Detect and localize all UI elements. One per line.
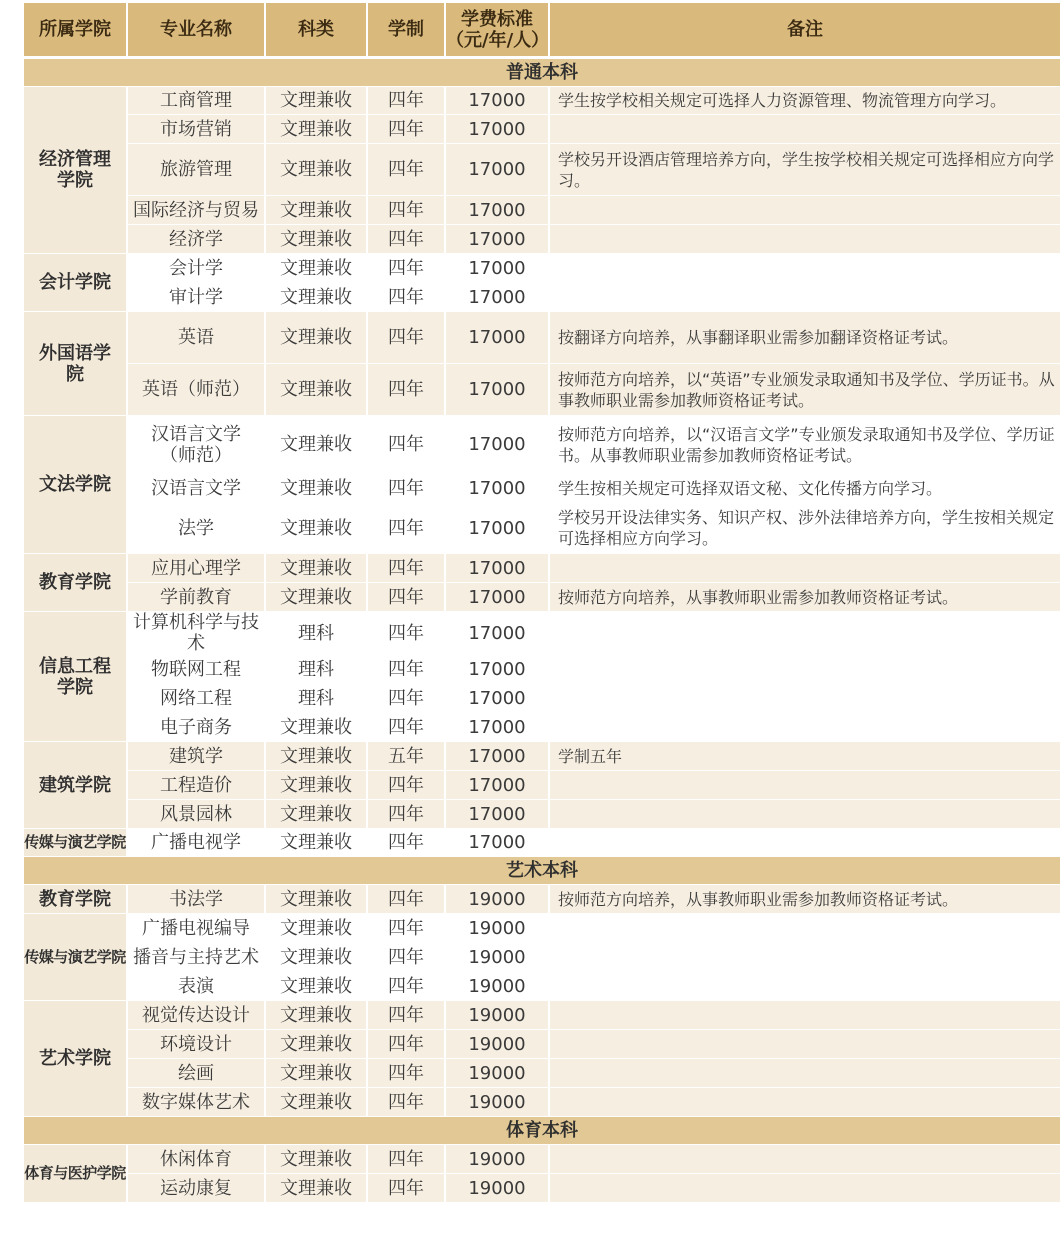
category: 文理兼收 — [266, 742, 368, 771]
table-row — [24, 312, 1060, 364]
college-name: 艺术学院 — [24, 1001, 128, 1117]
category: 理科 — [266, 655, 368, 684]
category: 理科 — [266, 612, 368, 655]
note — [550, 612, 1060, 655]
table-row — [24, 914, 1060, 943]
note: 学制五年 — [550, 742, 1060, 771]
fee: 19000 — [446, 1059, 550, 1088]
college-group — [24, 87, 1060, 254]
table-row — [24, 1088, 1060, 1117]
college-name: 教育学院 — [24, 885, 128, 914]
college-group — [24, 1145, 1060, 1203]
note — [550, 196, 1060, 225]
category: 文理兼收 — [266, 829, 368, 857]
table-row — [24, 943, 1060, 972]
table-row — [24, 713, 1060, 742]
major-name: 广播电视学 — [128, 829, 266, 857]
major-name: 电子商务 — [128, 713, 266, 742]
major-name: 应用心理学 — [128, 554, 266, 583]
note — [550, 1001, 1060, 1030]
fee: 17000 — [446, 254, 550, 283]
fee: 17000 — [446, 612, 550, 655]
category: 文理兼收 — [266, 972, 368, 1001]
note — [550, 800, 1060, 829]
category: 文理兼收 — [266, 225, 368, 254]
table-row — [24, 1030, 1060, 1059]
college-group — [24, 914, 1060, 1001]
years: 五年 — [368, 742, 446, 771]
major-name: 物联网工程 — [128, 655, 266, 684]
college-group — [24, 312, 1060, 416]
category: 文理兼收 — [266, 713, 368, 742]
major-name: 旅游管理 — [128, 144, 266, 196]
category: 文理兼收 — [266, 364, 368, 416]
note: 学校另开设法律实务、知识产权、涉外法律培养方向，学生按相关规定可选择相应方向学习。 — [550, 503, 1060, 554]
section-title: 体育本科 — [24, 1117, 1060, 1145]
fee: 19000 — [446, 943, 550, 972]
table-row — [24, 196, 1060, 225]
fee: 19000 — [446, 1001, 550, 1030]
note — [550, 684, 1060, 713]
years: 四年 — [368, 713, 446, 742]
years: 四年 — [368, 364, 446, 416]
fee: 17000 — [446, 144, 550, 196]
college-name: 信息工程学院 — [24, 612, 128, 742]
major-name: 运动康复 — [128, 1174, 266, 1203]
category: 文理兼收 — [266, 416, 368, 474]
table-row — [24, 144, 1060, 196]
table-row — [24, 583, 1060, 612]
major-name: 数字媒体艺术 — [128, 1088, 266, 1117]
major-name: 法学 — [128, 503, 266, 554]
header-fee — [446, 3, 550, 59]
note — [550, 225, 1060, 254]
major-name: 会计学 — [128, 254, 266, 283]
major-name: 休闲体育 — [128, 1145, 266, 1174]
header-fee-line2: （元/年/人） — [446, 29, 550, 51]
college-name: 传媒与演艺学院 — [24, 829, 128, 857]
category: 文理兼收 — [266, 1001, 368, 1030]
college-name: 文法学院 — [24, 416, 128, 554]
fee: 17000 — [446, 655, 550, 684]
category: 文理兼收 — [266, 1174, 368, 1203]
note — [550, 554, 1060, 583]
note — [550, 1059, 1060, 1088]
major-name: 国际经济与贸易 — [128, 196, 266, 225]
college-name: 体育与医护学院 — [24, 1145, 128, 1203]
category: 文理兼收 — [266, 1059, 368, 1088]
note — [550, 283, 1060, 312]
years: 四年 — [368, 225, 446, 254]
header-major: 专业名称 — [128, 3, 266, 59]
fee: 17000 — [446, 87, 550, 115]
table-row — [24, 364, 1060, 416]
table-row — [24, 800, 1060, 829]
major-name: 英语（师范） — [128, 364, 266, 416]
note: 学生按学校相关规定可选择人力资源管理、物流管理方向学习。 — [550, 87, 1060, 115]
fee: 17000 — [446, 829, 550, 857]
years: 四年 — [368, 1030, 446, 1059]
years: 四年 — [368, 829, 446, 857]
years: 四年 — [368, 684, 446, 713]
years: 四年 — [368, 943, 446, 972]
college-name: 经济管理学院 — [24, 87, 128, 254]
fee: 17000 — [446, 684, 550, 713]
years: 四年 — [368, 1001, 446, 1030]
category: 文理兼收 — [266, 1030, 368, 1059]
table-row — [24, 1001, 1060, 1030]
fee: 19000 — [446, 1145, 550, 1174]
table-row — [24, 742, 1060, 771]
fee: 17000 — [446, 225, 550, 254]
major-name: 广播电视编导 — [128, 914, 266, 943]
fee: 17000 — [446, 115, 550, 144]
years: 四年 — [368, 1145, 446, 1174]
major-name: 审计学 — [128, 283, 266, 312]
table-row — [24, 474, 1060, 503]
tuition-table-wrapper — [24, 3, 1060, 1203]
note — [550, 254, 1060, 283]
note: 按师范方向培养，以“英语”专业颁发录取通知书及学位、学历证书。从事教师职业需参加教师资格证考试。 — [550, 364, 1060, 416]
category: 文理兼收 — [266, 503, 368, 554]
section-title: 普通本科 — [24, 59, 1060, 87]
category: 文理兼收 — [266, 312, 368, 364]
fee: 19000 — [446, 1030, 550, 1059]
note: 学生按相关规定可选择双语文秘、文化传播方向学习。 — [550, 474, 1060, 503]
years: 四年 — [368, 972, 446, 1001]
table-row — [24, 416, 1060, 474]
header-years: 学制 — [368, 3, 446, 59]
major-name: 计算机科学与技术 — [128, 612, 266, 655]
category: 文理兼收 — [266, 254, 368, 283]
years: 四年 — [368, 312, 446, 364]
college-group — [24, 612, 1060, 742]
category: 文理兼收 — [266, 115, 368, 144]
years: 四年 — [368, 254, 446, 283]
category: 文理兼收 — [266, 144, 368, 196]
major-name: 学前教育 — [128, 583, 266, 612]
fee: 19000 — [446, 885, 550, 914]
major-name: 市场营销 — [128, 115, 266, 144]
college-name: 建筑学院 — [24, 742, 128, 829]
years: 四年 — [368, 87, 446, 115]
table-row — [24, 1145, 1060, 1174]
note: 按师范方向培养，从事教师职业需参加教师资格证考试。 — [550, 885, 1060, 914]
category: 文理兼收 — [266, 583, 368, 612]
major-name: 网络工程 — [128, 684, 266, 713]
years: 四年 — [368, 800, 446, 829]
header-fee-line1: 学费标准 — [461, 8, 533, 30]
years: 四年 — [368, 1059, 446, 1088]
fee: 17000 — [446, 800, 550, 829]
header-category: 科类 — [266, 3, 368, 59]
section-title: 艺术本科 — [24, 857, 1060, 885]
college-group — [24, 885, 1060, 914]
college-group — [24, 554, 1060, 612]
table-row — [24, 1059, 1060, 1088]
years: 四年 — [368, 1088, 446, 1117]
fee: 17000 — [446, 196, 550, 225]
note: 按师范方向培养，以“汉语言文学”专业颁发录取通知书及学位、学历证书。从事教师职业需参加教师资格证考试。 — [550, 416, 1060, 474]
major-name: 经济学 — [128, 225, 266, 254]
college-group — [24, 742, 1060, 829]
fee: 17000 — [446, 474, 550, 503]
category: 理科 — [266, 684, 368, 713]
category: 文理兼收 — [266, 554, 368, 583]
major-name: 绘画 — [128, 1059, 266, 1088]
college-group — [24, 416, 1060, 554]
fee: 17000 — [446, 742, 550, 771]
table-header — [24, 3, 1060, 59]
tuition-table — [24, 3, 1060, 1203]
category: 文理兼收 — [266, 885, 368, 914]
fee: 17000 — [446, 312, 550, 364]
note — [550, 115, 1060, 144]
college-name: 会计学院 — [24, 254, 128, 312]
major-name: 建筑学 — [128, 742, 266, 771]
table-row — [24, 225, 1060, 254]
note — [550, 1088, 1060, 1117]
category: 文理兼收 — [266, 1088, 368, 1117]
note — [550, 943, 1060, 972]
years: 四年 — [368, 612, 446, 655]
table-row — [24, 655, 1060, 684]
table-row — [24, 1174, 1060, 1203]
fee: 17000 — [446, 554, 550, 583]
fee: 17000 — [446, 283, 550, 312]
fee: 19000 — [446, 972, 550, 1001]
college-group — [24, 254, 1060, 312]
table-row — [24, 829, 1060, 857]
major-name: 工商管理 — [128, 87, 266, 115]
major-name: 汉语言文学（师范） — [128, 416, 266, 474]
category: 文理兼收 — [266, 943, 368, 972]
major-name: 视觉传达设计 — [128, 1001, 266, 1030]
fee: 17000 — [446, 416, 550, 474]
fee: 17000 — [446, 771, 550, 800]
major-name: 工程造价 — [128, 771, 266, 800]
section-header — [24, 857, 1060, 885]
fee: 17000 — [446, 713, 550, 742]
note — [550, 771, 1060, 800]
note — [550, 1145, 1060, 1174]
category: 文理兼收 — [266, 196, 368, 225]
college-name: 外国语学院 — [24, 312, 128, 416]
note — [550, 1174, 1060, 1203]
table-row — [24, 503, 1060, 554]
fee: 19000 — [446, 1174, 550, 1203]
table-row — [24, 612, 1060, 655]
years: 四年 — [368, 474, 446, 503]
header-note: 备注 — [550, 3, 1060, 59]
section-header — [24, 1117, 1060, 1145]
table-row — [24, 87, 1060, 115]
note — [550, 829, 1060, 857]
table-row — [24, 554, 1060, 583]
major-name: 表演 — [128, 972, 266, 1001]
college-group — [24, 1001, 1060, 1117]
major-name: 播音与主持艺术 — [128, 943, 266, 972]
years: 四年 — [368, 914, 446, 943]
table-row — [24, 885, 1060, 914]
fee: 17000 — [446, 364, 550, 416]
years: 四年 — [368, 771, 446, 800]
fee: 19000 — [446, 914, 550, 943]
years: 四年 — [368, 283, 446, 312]
category: 文理兼收 — [266, 1145, 368, 1174]
note — [550, 914, 1060, 943]
major-name: 英语 — [128, 312, 266, 364]
table-row — [24, 771, 1060, 800]
category: 文理兼收 — [266, 771, 368, 800]
note: 按翻译方向培养，从事翻译职业需参加翻译资格证考试。 — [550, 312, 1060, 364]
major-name: 环境设计 — [128, 1030, 266, 1059]
years: 四年 — [368, 196, 446, 225]
fee: 17000 — [446, 583, 550, 612]
years: 四年 — [368, 115, 446, 144]
category: 文理兼收 — [266, 474, 368, 503]
years: 四年 — [368, 1174, 446, 1203]
note — [550, 972, 1060, 1001]
fee: 17000 — [446, 503, 550, 554]
note — [550, 1030, 1060, 1059]
table-row — [24, 283, 1060, 312]
years: 四年 — [368, 144, 446, 196]
years: 四年 — [368, 583, 446, 612]
years: 四年 — [368, 554, 446, 583]
table-row — [24, 684, 1060, 713]
college-name: 教育学院 — [24, 554, 128, 612]
note — [550, 713, 1060, 742]
note — [550, 655, 1060, 684]
note: 学校另开设酒店管理培养方向，学生按学校相关规定可选择相应方向学习。 — [550, 144, 1060, 196]
years: 四年 — [368, 885, 446, 914]
fee: 19000 — [446, 1088, 550, 1117]
table-row — [24, 115, 1060, 144]
years: 四年 — [368, 655, 446, 684]
section-header — [24, 59, 1060, 87]
header-college: 所属学院 — [24, 3, 128, 59]
category: 文理兼收 — [266, 283, 368, 312]
years: 四年 — [368, 416, 446, 474]
college-group — [24, 829, 1060, 857]
years: 四年 — [368, 503, 446, 554]
major-name: 书法学 — [128, 885, 266, 914]
major-name: 汉语言文学 — [128, 474, 266, 503]
table-row — [24, 254, 1060, 283]
category: 文理兼收 — [266, 914, 368, 943]
category: 文理兼收 — [266, 87, 368, 115]
major-name: 风景园林 — [128, 800, 266, 829]
college-name: 传媒与演艺学院 — [24, 914, 128, 1001]
note: 按师范方向培养，从事教师职业需参加教师资格证考试。 — [550, 583, 1060, 612]
category: 文理兼收 — [266, 800, 368, 829]
table-row — [24, 972, 1060, 1001]
